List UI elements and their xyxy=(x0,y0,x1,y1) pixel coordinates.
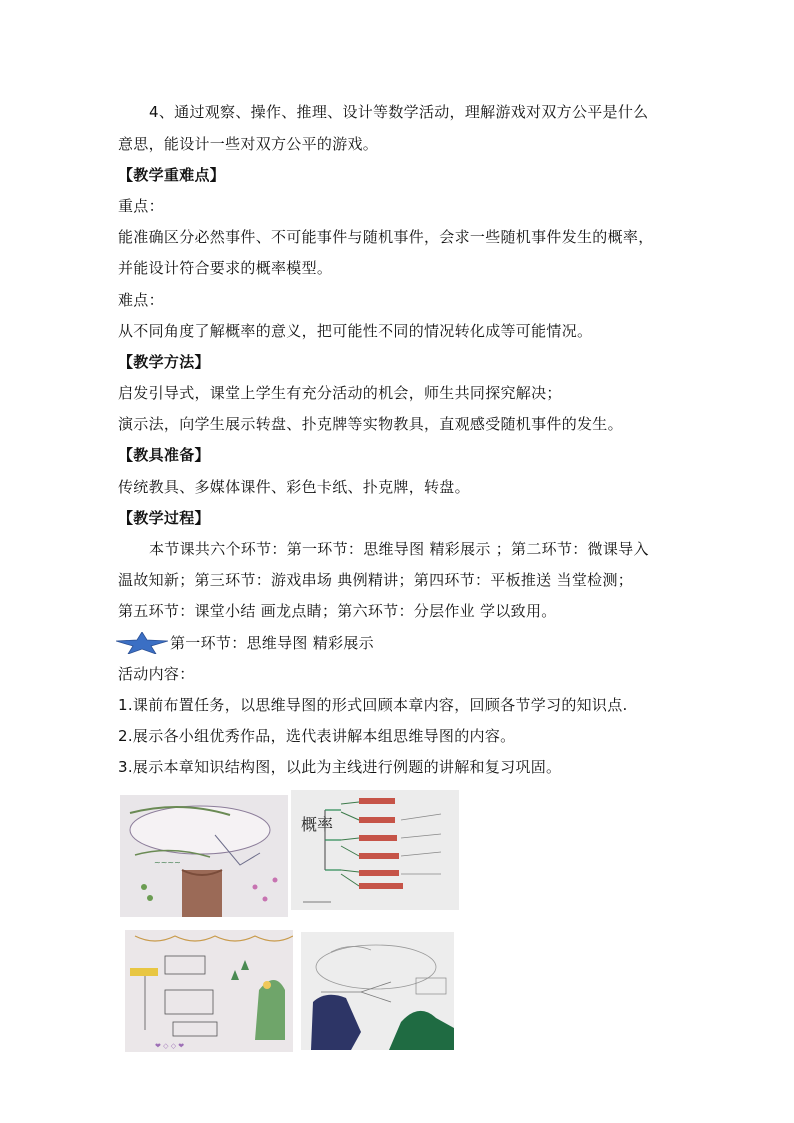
section-1-title-row xyxy=(116,630,374,656)
key-point-line-2: 并能设计符合要求的概率模型。 xyxy=(118,259,333,277)
methods-heading: 【教学方法】 xyxy=(118,353,210,371)
key-point-label: 重点： xyxy=(118,197,164,215)
mind-map-photo-3 xyxy=(125,930,293,1052)
process-line-3: 第五环节：课堂小结 画龙点睛；第六环节：分层作业 学以致用。 xyxy=(118,602,557,620)
activity-label: 活动内容： xyxy=(118,665,195,683)
activity-item-2: 2.展示各小组优秀作品，选代表讲解本组思维导图的内容。 xyxy=(118,727,516,745)
process-heading: 【教学过程】 xyxy=(118,509,210,527)
svg-text:❤ ◇ ◇ ❤: ❤ ◇ ◇ ❤ xyxy=(155,1042,185,1050)
key-point-line-1: 能准确区分必然事件、不可能事件与随机事件，会求一些随机事件发生的概率， xyxy=(118,228,654,246)
objective-4-line-2: 意思，能设计一些对双方公平的游戏。 xyxy=(118,135,379,153)
process-line-2: 温故知新；第三环节：游戏串场 典例精讲；第四环节：平板推送 当堂检测； xyxy=(118,571,634,589)
activity-item-3: 3.展示本章知识结构图，以此为主线进行例题的讲解和复习巩固。 xyxy=(118,758,562,776)
objective-4-line-1: 4、通过观察、操作、推理、设计等数学活动，理解游戏对双方公平是什么 xyxy=(149,103,649,121)
tools-heading: 【教具准备】 xyxy=(118,446,210,464)
mind-map-photo-1 xyxy=(120,795,288,917)
methods-line-1: 启发引导式，课堂上学生有充分活动的机会，师生共同探究解决； xyxy=(118,384,562,402)
mind-map-photo-4 xyxy=(301,932,454,1050)
star-icon xyxy=(116,632,168,654)
tools-line: 传统教具、多媒体课件、彩色卡纸、扑克牌，转盘。 xyxy=(118,478,470,496)
svg-text:~~~~: ~~~~ xyxy=(154,858,181,867)
section-1-title: 第一环节：思维导图 精彩展示 xyxy=(170,634,374,652)
difficult-point-label: 难点： xyxy=(118,291,164,309)
process-line-1: 本节课共六个环节：第一环节：思维导图 精彩展示 ；第二环节：微课导入 xyxy=(149,540,649,558)
key-difficult-heading: 【教学重难点】 xyxy=(118,166,226,184)
methods-line-2: 演示法，向学生展示转盘、扑克牌等实物教具，直观感受随机事件的发生。 xyxy=(118,415,623,433)
difficult-point-line: 从不同角度了解概率的意义，把可能性不同的情况转化成等可能情况。 xyxy=(118,322,593,340)
photo-2-title: 概率 xyxy=(301,815,334,834)
activity-item-1: 1.课前布置任务，以思维导图的形式回顾本章内容，回顾各节学习的知识点. xyxy=(118,696,628,714)
mind-map-photo-2 xyxy=(291,790,459,910)
